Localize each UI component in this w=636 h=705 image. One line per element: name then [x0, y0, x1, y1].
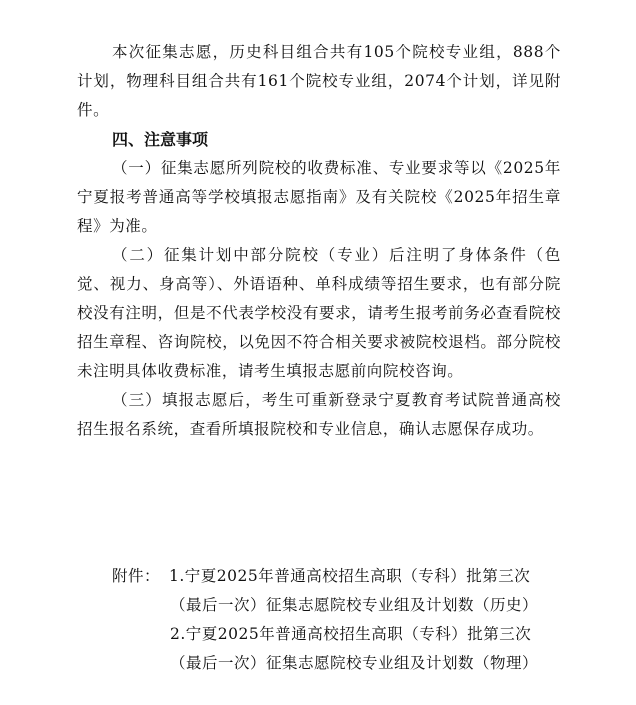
attachment-2-line2: （最后一次）征集志愿院校专业组及计划数（物理） — [170, 654, 539, 672]
attachment-1 — [112, 562, 562, 591]
attachments-list — [112, 562, 562, 678]
document-body — [77, 38, 561, 444]
attachment-1-line2: （最后一次）征集志愿院校专业组及计划数（历史） — [170, 596, 539, 614]
note-paragraph-3: （三）填报志愿后，考生可重新登录宁夏教育考试院普通高校招生报名系统，查看所填报院校和专业信息，确认志愿保存成功。 — [77, 391, 561, 438]
summary-paragraph: 本次征集志愿，历史科目组合共有105个院校专业组，888个计划，物理科目组合共有161个院校专业组，2074个计划，详见附件。 — [77, 43, 561, 119]
note-paragraph-2: （二）征集计划中部分院校（专业）后注明了身体条件（色觉、视力、身高等）、外语语种、单科成绩等招生要求，也有部分院校没有注明，但是不代表学校没有要求，请考生报考前务必查看院校招生章程、咨询院校，以免因不符合相关要求被院校退档。部分院校未注明具体收费标准，请考生填报志愿前向院校咨询。 — [77, 246, 561, 380]
attachments-label: 附件： — [112, 567, 161, 585]
attachment-1-line1: 1.宁夏2025年普通高校招生高职（专科）批第三次 — [169, 567, 531, 585]
section-heading: 四、注意事项 — [112, 130, 209, 149]
attachment-2-line1: 2.宁夏2025年普通高校招生高职（专科）批第三次 — [170, 625, 532, 643]
note-paragraph-1: （一）征集志愿所列院校的收费标准、专业要求等以《2025年宁夏报考普通高等学校填报志愿指南》及有关院校《2025年招生章程》为准。 — [77, 159, 561, 235]
